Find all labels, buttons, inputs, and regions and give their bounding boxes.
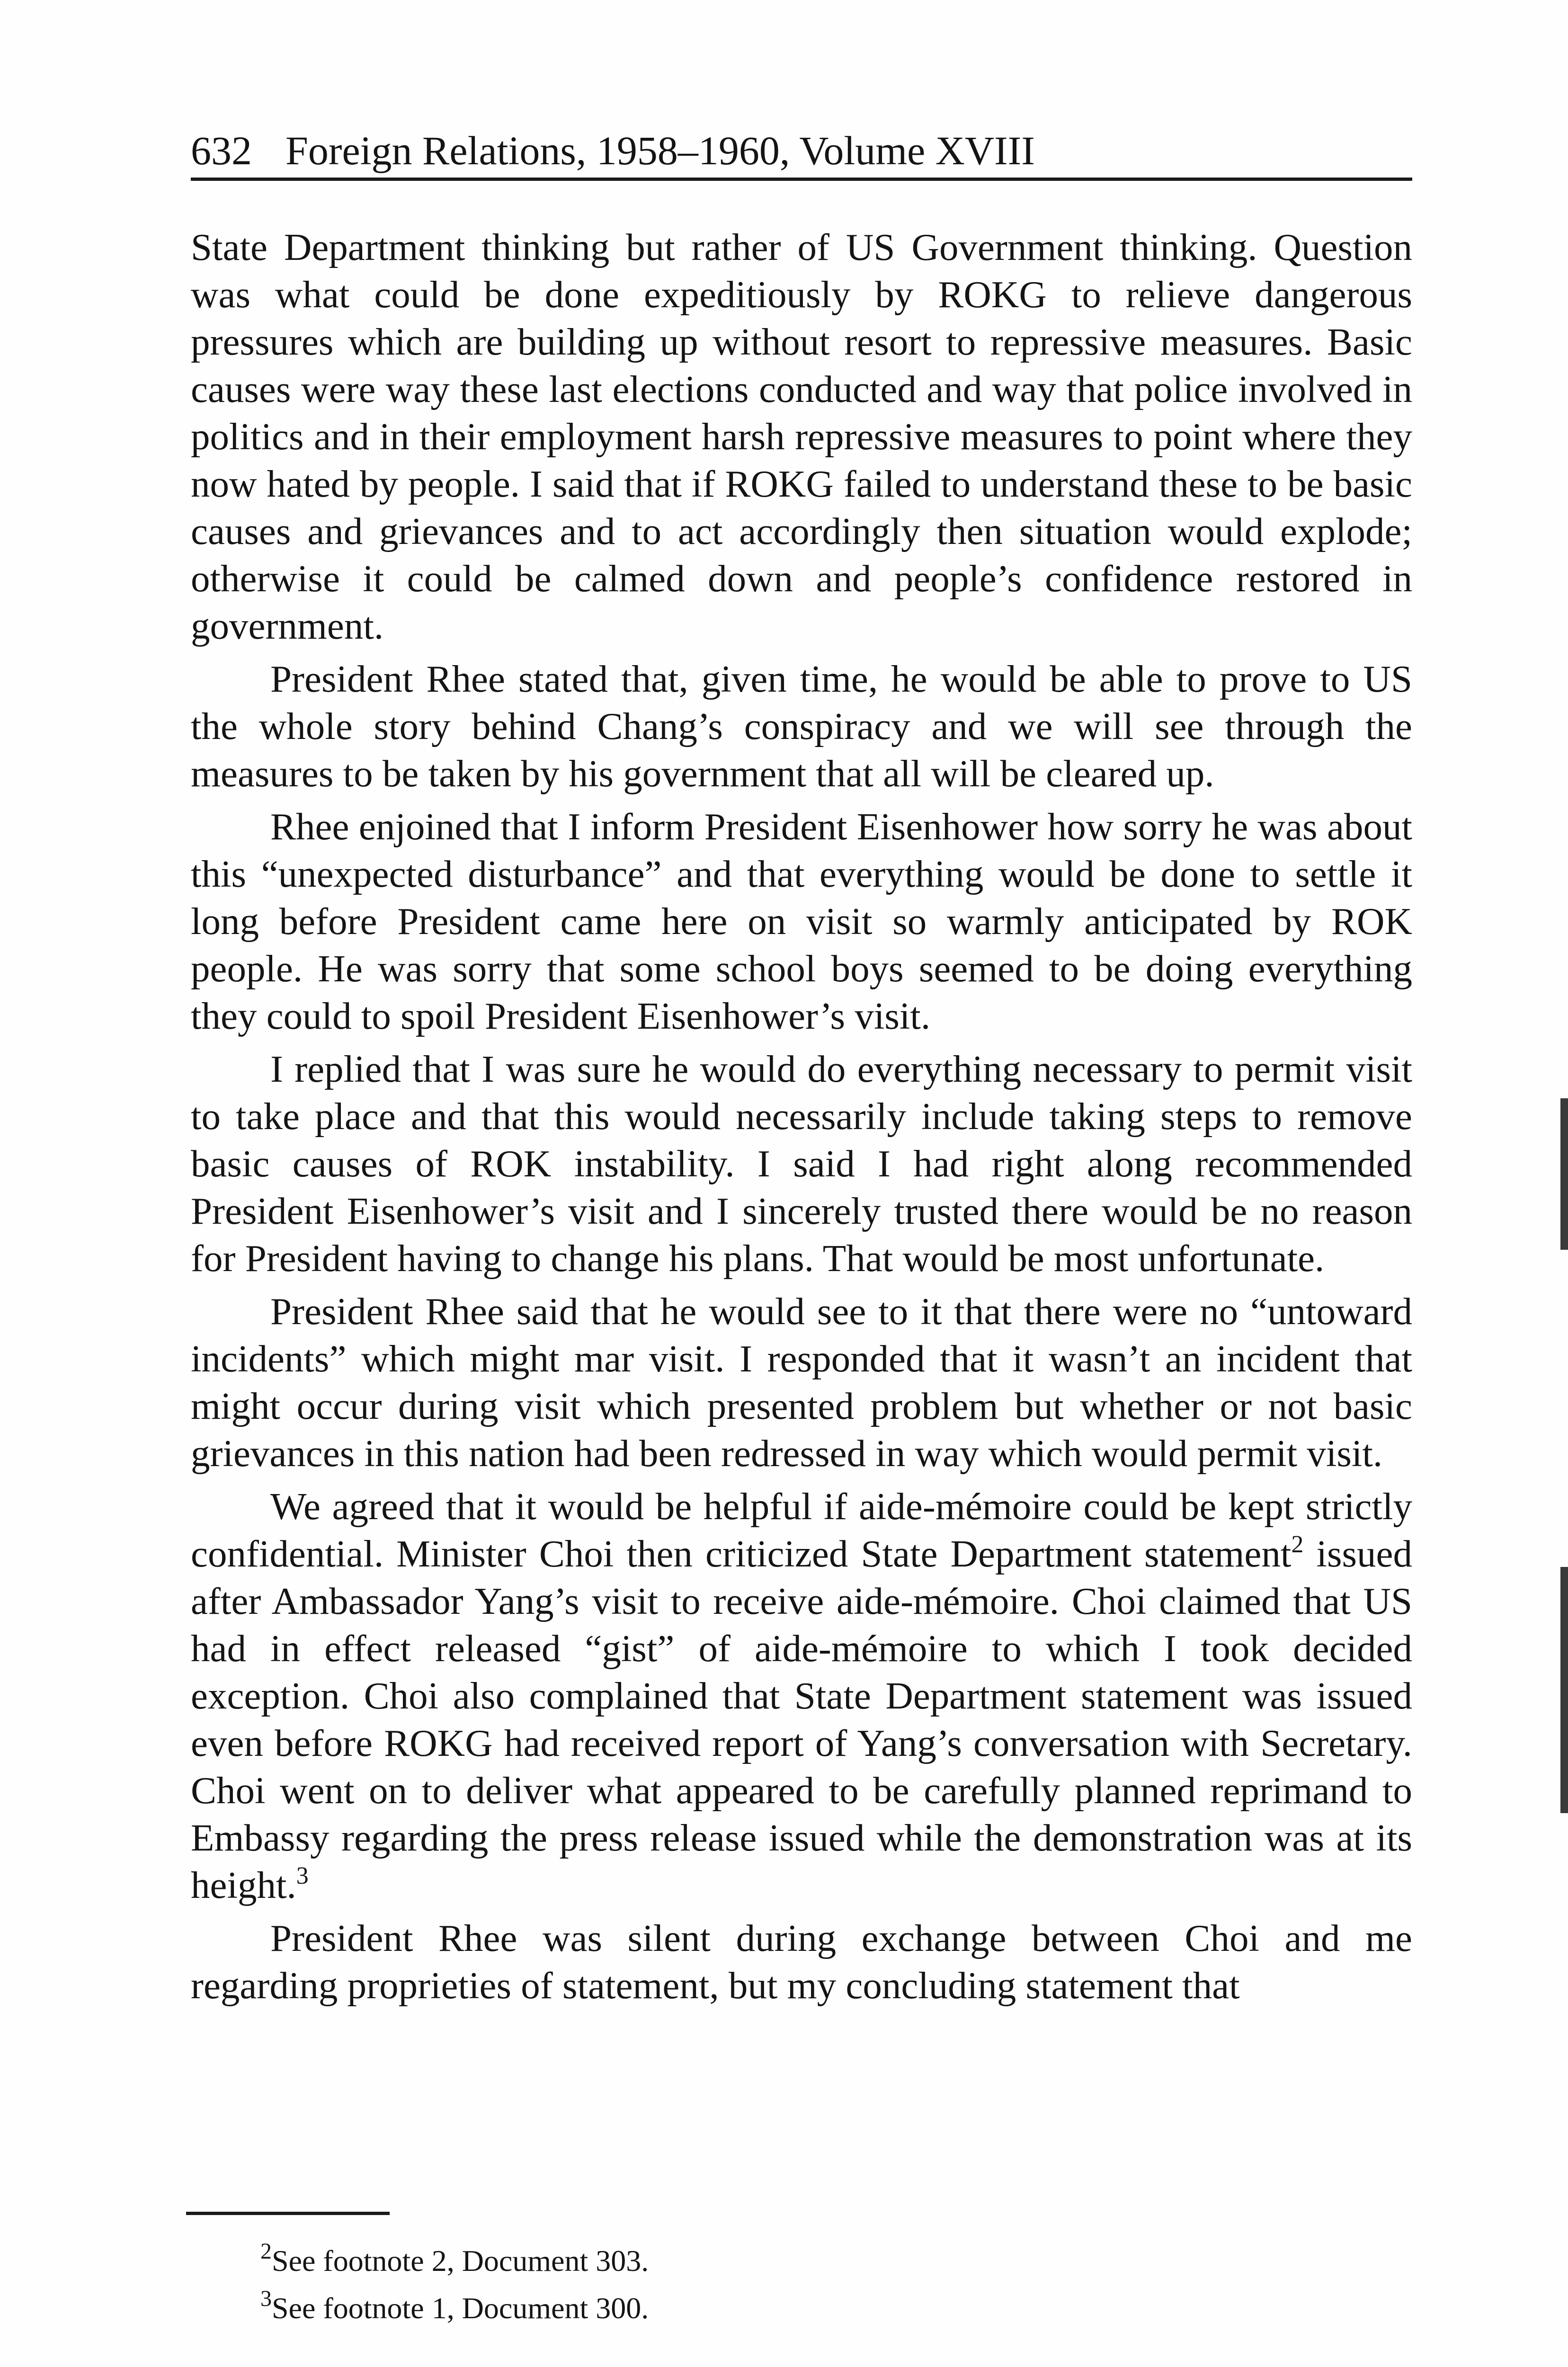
- body-text: [191, 223, 1412, 2009]
- paragraph: [191, 1483, 1412, 1909]
- paragraph-text: President Rhee was silent during exchange between Choi and me regarding proprieties of statement, but my concluding statement that: [191, 1917, 1412, 2007]
- paragraph-text: Rhee enjoined that I inform President Eisenhower how sorry he was about this “unexpected disturbance” and that everything would be done to settle it long before President came here on visit so warmly anticipated by ROK people. He was sorry that some school boys seemed to be doing everything they could to spoil President Eisenhower’s visit.: [191, 805, 1412, 1037]
- paragraph-text: President Rhee stated that, given time, he would be able to prove to US the whole story behind Chang’s conspiracy and we will see through the measures to be taken by his government that all will be cleared up.: [191, 658, 1412, 795]
- paragraph-text: I replied that I was sure he would do everything necessary to permit visit to take place and that this would necessarily include taking steps to remove basic causes of ROK instability. I said I had right along recommended President Eisenhower’s visit and I sincerely trusted there would be no reason for President having to change his plans. That would be most unfortunate.: [191, 1048, 1412, 1280]
- footnote-text: See footnote 2, Document 303.: [272, 2244, 649, 2278]
- footnote-divider: [186, 2212, 390, 2215]
- footnote-text: See footnote 1, Document 300.: [272, 2291, 649, 2325]
- paragraph-text: We agreed that it would be helpful if aide-mémoire could be kept strictly confidential. Minister Choi then criticized State Department statement: [191, 1485, 1412, 1575]
- footnote-reference[interactable]: 2: [1291, 1531, 1304, 1558]
- paragraph: [191, 655, 1412, 797]
- page-edge-mark: [1560, 1098, 1568, 1250]
- paragraph: [191, 1045, 1412, 1282]
- footnote: [260, 2237, 1302, 2285]
- paragraph: [191, 1288, 1412, 1477]
- paragraph-text: President Rhee said that he would see to it that there were no “untoward incidents” which might mar visit. I responded that it wasn’t an incident that might occur during visit which presented problem but whether or not basic grievances in this nation had been redressed in way which would permit visit.: [191, 1290, 1412, 1475]
- footnote: [260, 2285, 1302, 2332]
- footnote-number: 2: [260, 2239, 272, 2264]
- running-head: [191, 124, 1412, 181]
- page-number: 632: [191, 128, 252, 173]
- paragraph-text: State Department thinking but rather of US Government thinking. Question was what could be done expeditiously by ROKG to relieve dangerous pressures which are building up without resort to repressive measures. Basic causes were way these last elections conducted and way that police involved in politics and in their employment harsh repressive measures to point where they now hated by people. I said that if ROKG failed to understand these to be basic causes and grievances and to act accordingly then situation would explode; otherwise it could be calmed down and people’s confidence restored in government.: [191, 226, 1412, 647]
- footnote-reference[interactable]: 3: [296, 1862, 309, 1889]
- page-edge-mark: [1560, 1567, 1568, 1813]
- paragraph: [191, 1914, 1412, 2009]
- paragraph: [191, 223, 1412, 650]
- paragraph-text: issued after Ambassador Yang’s visit to receive aide-mémoire. Choi claimed that US had in effect released “gist” of aide-mémoire to which I took decided exception. Choi also complained that State Department statement was issued even before ROKG had received report of Yang’s conversation with Secretary. Choi went on to deliver what appeared to be carefully planned reprimand to Embassy regarding the press release issued while the demonstration was at its height.: [191, 1532, 1413, 1906]
- running-title: Foreign Relations, 1958–1960, Volume XVIII: [285, 128, 1035, 173]
- paragraph: [191, 803, 1412, 1040]
- footnotes: [260, 2237, 1302, 2332]
- footnote-number: 3: [260, 2286, 272, 2311]
